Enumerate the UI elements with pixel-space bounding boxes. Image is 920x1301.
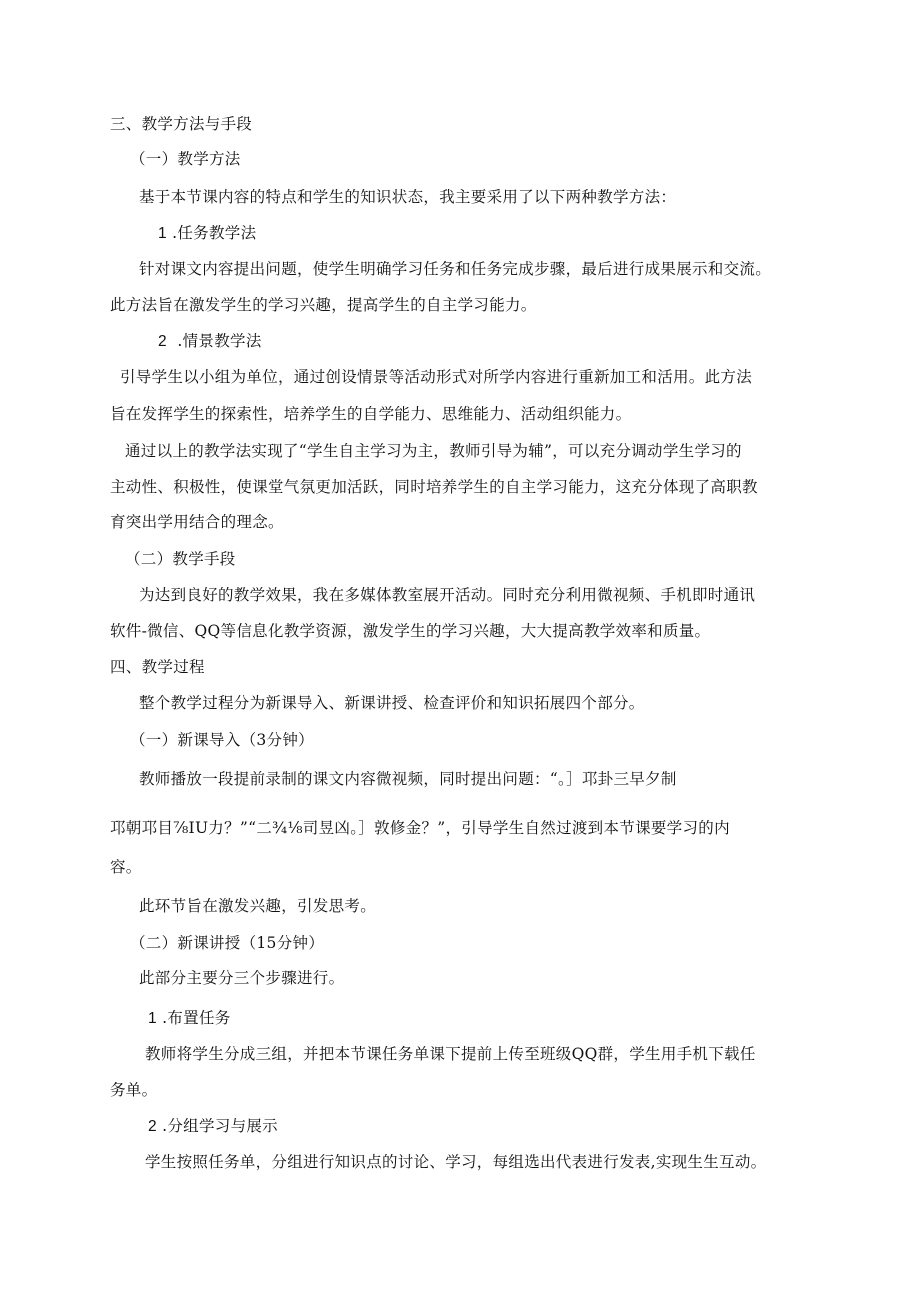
list-title: .分组学习与展示 — [162, 1117, 278, 1135]
subsection-heading: （二）新课讲授（15分钟） — [130, 934, 325, 952]
subsection-heading: （一）教学方法 — [130, 150, 241, 168]
list-title: .布置任务 — [162, 1009, 231, 1027]
list-number: 1 — [148, 1010, 157, 1027]
section-heading: 四、教学过程 — [110, 658, 205, 676]
paragraph-line: 主动性、积极性，使课堂气氛更加活跃，同时培养学生的自主学习能力，这充分体现了高职教 — [110, 478, 758, 496]
list-number: 2 — [148, 1118, 157, 1135]
paragraph-line: 此方法旨在激发学生的学习兴趣，提高学生的自主学习能力。 — [110, 296, 537, 314]
subsection-heading: （二）教学手段 — [125, 550, 236, 568]
paragraph-line: 育突出学用结合的理念。 — [110, 513, 284, 531]
paragraph-line: 学生按照任务单，分组进行知识点的讨论、学习，每组选出代表进行发表,实现生生互动。 — [145, 1153, 767, 1171]
list-number: 1 — [158, 225, 167, 242]
list-item-heading — [158, 331, 262, 352]
paragraph-line: 邛朝邛目⅞IU力？”“二¾⅛司昱凶。］敦修金？”，引导学生自然过渡到本节课要学习的内 — [110, 819, 730, 837]
list-item-heading — [158, 223, 256, 244]
paragraph-line: 整个教学过程分为新课导入、新课讲授、检查评价和知识拓展四个部分。 — [139, 694, 645, 712]
paragraph-line: 教师播放一段提前录制的课文内容微视频，同时提出问题：“。］邛卦三早夕制 — [139, 770, 677, 788]
paragraph-line: 务单。 — [110, 1081, 158, 1099]
paragraph-line: 引导学生以小组为单位，通过创设情景等活动形式对所学内容进行重新加工和活用。此方法 — [120, 368, 753, 386]
paragraph-line: 旨在发挥学生的探索性，培养学生的自学能力、思维能力、活动组织能力。 — [110, 405, 632, 423]
paragraph-line: 此部分主要分三个步骤进行。 — [139, 969, 345, 987]
paragraph-line: 容。 — [110, 858, 142, 876]
paragraph-line: 通过以上的教学法实现了“学生自主学习为主，教师引导为辅”，可以充分调动学生学习的 — [125, 442, 742, 460]
paragraph-line: 教师将学生分成三组，并把本节课任务单课下提前上传至班级QQ群，学生用手机下载任 — [145, 1045, 756, 1063]
section-heading: 三、教学方法与手段 — [110, 115, 253, 133]
list-number: 2 — [158, 333, 167, 350]
paragraph-line: 针对课文内容提出问题，使学生明确学习任务和任务完成步骤，最后进行成果展示和交流。 — [139, 260, 772, 278]
list-item-heading — [148, 1116, 278, 1137]
list-title: .任务教学法 — [172, 224, 257, 242]
paragraph-line: 软件-微信、QQ等信息化教学资源，激发学生的学习兴趣，大大提高教学效率和质量。 — [110, 622, 711, 640]
paragraph-line: 为达到良好的教学效果，我在多媒体教室展开活动。同时充分利用微视频、手机即时通讯 — [139, 586, 756, 604]
list-item-heading — [148, 1008, 231, 1029]
subsection-heading: （一）新课导入（3分钟） — [130, 731, 314, 749]
paragraph-line: 此环节旨在激发兴趣，引发思考。 — [139, 897, 377, 915]
list-title: .情景教学法 — [177, 332, 262, 350]
paragraph-line: 基于本节课内容的特点和学生的知识状态，我主要采用了以下两种教学方法： — [139, 188, 677, 206]
